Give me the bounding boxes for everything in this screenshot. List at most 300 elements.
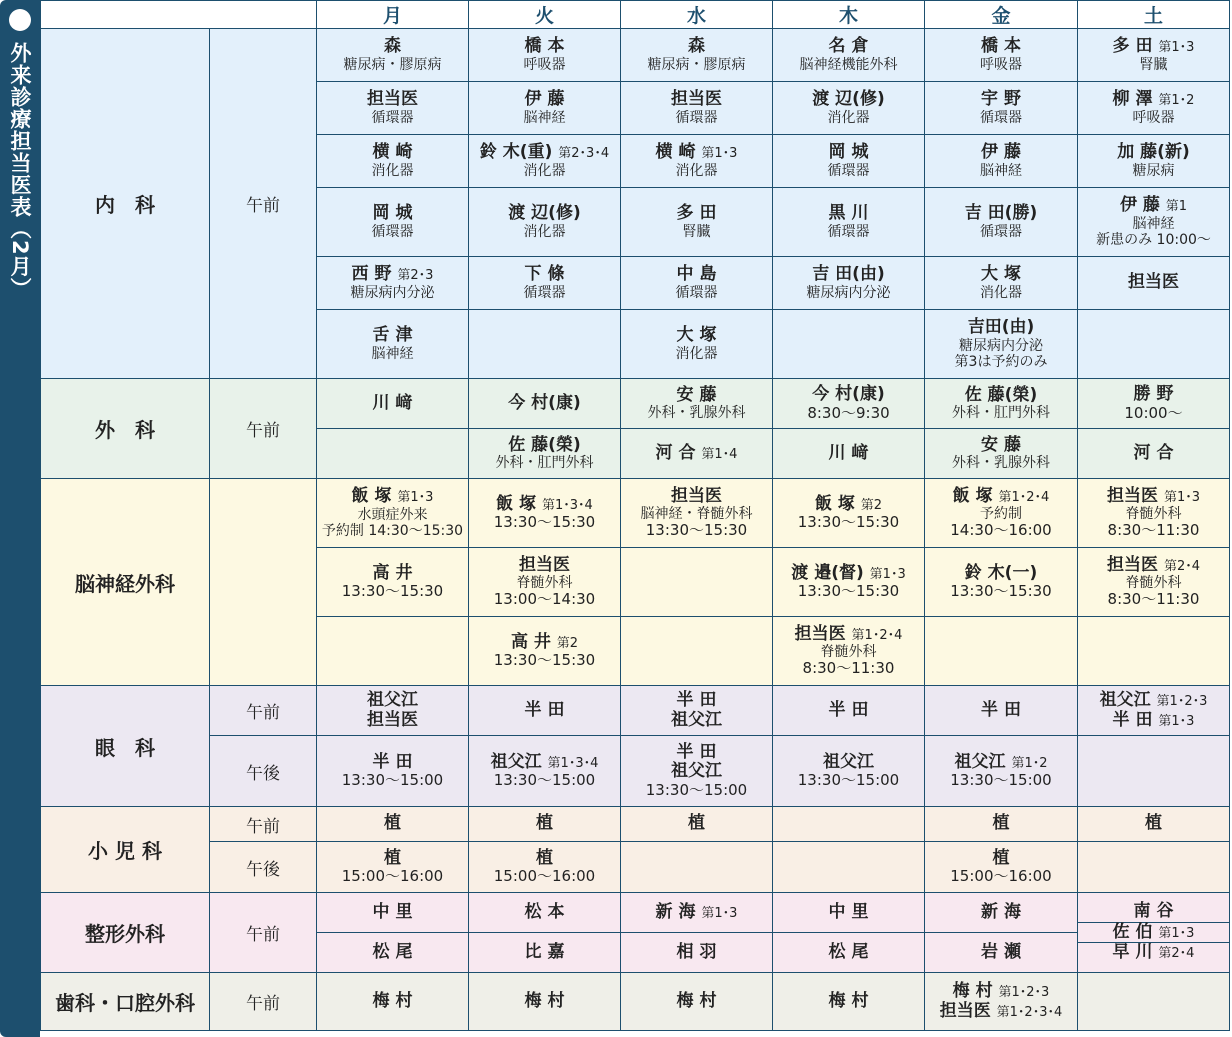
schedule-cell (317, 135, 469, 188)
doctor-cell-content (925, 37, 1077, 73)
doctor-name-line (469, 753, 620, 773)
specialty: 循環器 (371, 109, 414, 126)
day-header: 土 (1078, 1, 1230, 29)
doctor-name-line (317, 90, 468, 110)
specialty: 糖尿病・膠原病 (647, 56, 746, 73)
specialty: 消化器 (523, 223, 566, 240)
schedule-cell (621, 257, 773, 310)
specialty: 腎臓 (682, 223, 711, 240)
schedule-table (40, 0, 1230, 1031)
time-range: 13:30〜15:00 (341, 771, 444, 790)
doctor-cell-content (1078, 37, 1229, 73)
week-note: 第1･3 (701, 146, 738, 162)
week-note: 第1 (1165, 199, 1188, 215)
table-row (41, 842, 1230, 893)
specialty-note: 第3は予約のみ (954, 353, 1048, 370)
doctor-name: 植 (688, 813, 705, 834)
doctor-name-line (1134, 902, 1174, 922)
doctor-name: 佐 藤(榮) (508, 434, 581, 455)
specialty: 糖尿病 (1132, 162, 1175, 179)
schedule-cell (925, 82, 1078, 135)
doctor-cell-content (317, 394, 468, 414)
doctor-name: 半 田 (676, 741, 717, 762)
specialty: 予約制 (980, 506, 1022, 523)
doctor-cell-content (621, 90, 772, 126)
specialty: 循環器 (827, 223, 870, 240)
schedule-cell (925, 686, 1078, 736)
doctor-cell-content (469, 992, 620, 1012)
doctor-cell-content (925, 564, 1077, 601)
schedule-cell (317, 310, 469, 379)
doctor-name-line (925, 487, 1077, 507)
doctor-name: 飯 塚 (952, 485, 993, 506)
doctor-cell-content (925, 849, 1077, 886)
doctor-name: 岡 城 (828, 142, 869, 163)
doctor-name: 植 (384, 813, 401, 834)
empty-cell (1078, 736, 1230, 807)
schedule-cell (1078, 548, 1230, 617)
doctor-name: 新 海 (655, 901, 696, 922)
doctor-name: 祖父江 (954, 751, 1006, 772)
doctor-name: 飯 塚 (496, 493, 537, 514)
doctor-name: 鈴 木(重) (479, 142, 553, 163)
doctor-cell-content (317, 487, 468, 539)
table-row (41, 479, 1230, 548)
doctor-name-line (1078, 143, 1229, 163)
specialty: 消化器 (523, 162, 566, 179)
doctor-name-line (1078, 196, 1229, 216)
schedule-cell (317, 82, 469, 135)
doctor-cell-content (469, 436, 620, 472)
doctor-name-line (621, 444, 772, 464)
session-label: 午前 (246, 994, 280, 1014)
schedule-cell (317, 479, 469, 548)
doctor-cell-content (469, 394, 620, 414)
doctor-cell-content (317, 691, 468, 730)
doctor-cell-content (469, 204, 620, 240)
doctor-cell-content (469, 495, 620, 532)
doctor-cell-content (317, 992, 468, 1012)
doctor-cell-content (925, 204, 1077, 240)
schedule-cell (773, 893, 925, 933)
doctor-name-line (773, 90, 924, 110)
doctor-cell-content (621, 992, 772, 1012)
schedule-cell (1078, 429, 1230, 479)
week-note: 第1･2･4 (851, 627, 903, 643)
doctor-cell-content (773, 495, 924, 532)
doctor-name-line (773, 265, 924, 285)
schedule-cell (317, 933, 469, 973)
doctor-cell-content (317, 903, 468, 923)
doctor-name: 担当医 (1128, 272, 1179, 293)
schedule-cell (317, 807, 469, 842)
doctor-name-line (773, 37, 924, 57)
doctor-cell-content (1113, 943, 1195, 963)
week-note: 第1･2 (1011, 755, 1048, 771)
dept-name: 歯科・口腔外科 (55, 991, 195, 1015)
sidebar (0, 0, 40, 1037)
doctor-cell-content (469, 633, 620, 670)
specialty: 消化器 (980, 284, 1022, 301)
session-pm (210, 842, 317, 893)
specialty: 循環器 (980, 223, 1022, 240)
doctor-name: 新 海 (981, 901, 1021, 922)
doctor-name: 下 條 (524, 264, 565, 285)
doctor-name-line (1078, 37, 1229, 57)
doctor-cell-content (621, 814, 772, 834)
doctor-name-line (925, 265, 1077, 285)
doctor-name: 今 村(康) (812, 384, 885, 405)
doctor-cell-content (317, 37, 468, 73)
time-range: 15:00〜16:00 (341, 867, 444, 886)
schedule-cell (925, 548, 1078, 617)
week-note: 第1･3 (1163, 489, 1200, 505)
schedule-cell (317, 379, 469, 429)
specialty-note: 予約制 14:30〜15:30 (321, 522, 464, 539)
schedule-cell (469, 135, 621, 188)
schedule-cell (621, 893, 773, 933)
doctor-name: 渡 辺(修) (812, 89, 885, 110)
schedule-cell (773, 135, 925, 188)
dept-name: 小 児 科 (88, 839, 162, 863)
doctor-cell-content (925, 436, 1077, 472)
session-am (210, 893, 317, 973)
day-header: 木 (773, 1, 925, 29)
schedule-cell (317, 686, 469, 736)
schedule-cell (469, 548, 621, 617)
doctor-cell-content (773, 903, 924, 923)
doctor-name-line (469, 37, 620, 57)
schedule-cell (469, 379, 621, 429)
doctor-cell-content (1078, 444, 1229, 464)
week-note: 第2･4 (1158, 946, 1195, 962)
doctor-name: 鈴 木(一) (964, 562, 1038, 583)
doctor-name: 岩 瀬 (981, 941, 1021, 962)
doctor-cell-content (925, 386, 1077, 422)
specialty: 腎臓 (1139, 56, 1168, 73)
schedule-cell (925, 933, 1078, 973)
doctor-name-line (773, 564, 924, 584)
schedule-cell (1078, 82, 1230, 135)
schedule-cell (469, 29, 621, 82)
time-range: 15:00〜16:00 (493, 867, 596, 886)
doctor-name: 森 (688, 36, 705, 57)
doctor-cell-content (1078, 143, 1229, 179)
schedule-cell (773, 933, 925, 973)
specialty: 脳神経機能外科 (799, 56, 898, 73)
doctor-cell-content (317, 753, 468, 790)
time-range: 13:00〜14:30 (493, 590, 596, 609)
doctor-name: 渡 辺(修) (508, 203, 581, 224)
schedule-cell (925, 736, 1078, 807)
doctor-name: 梅 村 (676, 990, 717, 1011)
empty-cell (773, 842, 925, 893)
doctor-name-line (773, 992, 924, 1012)
doctor-name-line (317, 394, 468, 414)
doctor-name: 吉 田(由) (812, 264, 885, 285)
doctor-name-line (317, 37, 468, 57)
specialty: 外科・肛門外科 (952, 405, 1050, 422)
doctor-name-line (925, 849, 1077, 869)
time-range: 13:30〜15:00 (797, 771, 900, 790)
doctor-name-line (469, 943, 620, 963)
time-range: 13:30〜15:00 (950, 771, 1052, 790)
doctor-name: 祖父江 (1099, 689, 1151, 710)
doctor-name: 担当医 (367, 709, 418, 730)
week-note: 第1･2･4 (998, 489, 1050, 505)
schedule-cell (621, 29, 773, 82)
session-am (210, 807, 317, 842)
time-range: 13:30〜15:00 (493, 771, 596, 790)
doctor-name: 中 里 (372, 901, 413, 922)
doctor-name: 担当医 (1107, 485, 1159, 506)
doctor-name-line (925, 90, 1077, 110)
doctor-name: 伊 藤 (1119, 195, 1160, 216)
week-note: 第1･2･3 (1156, 693, 1208, 709)
day-header: 火 (469, 1, 621, 29)
doctor-name: 伊 藤 (524, 89, 565, 110)
doctor-name: 植 (1145, 813, 1162, 834)
schedule-cell (925, 310, 1078, 379)
time-range: 8:30〜9:30 (807, 403, 890, 422)
doctor-name-line (1078, 90, 1229, 110)
doctor-cell-content (469, 701, 620, 721)
schedule-cell (773, 29, 925, 82)
doctor-cell-content (317, 265, 468, 301)
doctor-name: 安 藤 (981, 434, 1021, 455)
doctor-name: 担当医 (671, 89, 722, 110)
doctor-cell-content (773, 265, 924, 301)
doctor-cell-content (925, 701, 1077, 721)
schedule-cell (621, 807, 773, 842)
empty-cell (773, 807, 925, 842)
schedule-cell (621, 933, 773, 973)
doctor-name-line (925, 318, 1077, 338)
schedule-cell (469, 82, 621, 135)
week-note: 第1･2 (1158, 93, 1195, 109)
time-range: 13:30〜15:00 (645, 780, 748, 799)
schedule-cell (469, 736, 621, 807)
doctor-name-line (1078, 814, 1229, 834)
doctor-name: 祖父江 (823, 751, 874, 772)
doctor-name-line (1078, 711, 1229, 731)
doctor-cell-content (1134, 902, 1174, 922)
doctor-name-line (621, 711, 772, 731)
doctor-cell-content (773, 992, 924, 1012)
doctor-name: 宇 野 (981, 89, 1021, 110)
schedule-cell (925, 479, 1078, 548)
schedule-cell (469, 807, 621, 842)
doctor-name-line (1113, 923, 1195, 943)
doctor-name: 川 﨑 (828, 442, 869, 463)
dept-shika (41, 973, 210, 1031)
doctor-name-line (469, 633, 620, 653)
doctor-cell-content (469, 265, 620, 301)
doctor-name: 相 羽 (676, 941, 717, 962)
doctor-name-line (773, 444, 924, 464)
schedule-cell (1078, 188, 1230, 257)
doctor-name-line (621, 326, 772, 346)
schedule-cell (1078, 807, 1230, 842)
specialty: 脊髄外科 (1125, 575, 1182, 592)
week-note: 第1･3 (869, 566, 906, 582)
doctor-name-line (1078, 273, 1229, 293)
schedule-cell (469, 933, 621, 973)
doctor-name: 今 村(康) (508, 392, 581, 413)
doctor-name-line (1078, 487, 1229, 507)
schedule-cell (773, 617, 925, 686)
doctor-cell-content (1078, 691, 1229, 730)
doctor-cell-content (621, 691, 772, 730)
doctor-name-line (469, 814, 620, 834)
empty-cell (317, 617, 469, 686)
doctor-name-line (925, 814, 1077, 834)
schedule-cell (621, 479, 773, 548)
doctor-name: 梅 村 (372, 990, 413, 1011)
specialty: 外科・乳腺外科 (647, 405, 746, 422)
doctor-name: 加 藤(新) (1117, 142, 1190, 163)
doctor-name: 祖父江 (367, 689, 418, 710)
doctor-name-line (469, 265, 620, 285)
schedule-cell (469, 686, 621, 736)
time-range: 13:30〜15:30 (341, 582, 444, 601)
header-blank (41, 1, 317, 29)
doctor-name: 安 藤 (676, 384, 717, 405)
doctor-name-line (925, 1002, 1077, 1022)
doctor-name-line (317, 487, 468, 507)
doctor-name-line (925, 701, 1077, 721)
doctor-cell-content (469, 753, 620, 790)
specialty: 水頭症外来 (357, 506, 428, 523)
doctor-cell-content (469, 37, 620, 73)
doctor-name-line (317, 711, 468, 731)
week-note: 第2･3･4 (558, 146, 610, 162)
empty-cell (1078, 973, 1230, 1031)
specialty: 循環器 (675, 284, 718, 301)
schedule-cell (1078, 29, 1230, 82)
doctor-cell-content (469, 849, 620, 886)
doctor-name: 橋 本 (981, 36, 1021, 57)
empty-cell (317, 429, 469, 479)
doctor-name: 南 谷 (1133, 901, 1174, 922)
schedule-cell (925, 379, 1078, 429)
doctor-name-line (469, 701, 620, 721)
doctor-name-line (1078, 691, 1229, 711)
schedule-cell (925, 429, 1078, 479)
doctor-name: 担当医 (671, 485, 722, 506)
doctor-cell-content (773, 701, 924, 721)
doctor-name-line (773, 903, 924, 923)
week-note: 第1･3 (1158, 713, 1195, 729)
specialty: 脳神経 (523, 109, 566, 126)
doctor-name: 吉 田(勝) (964, 203, 1038, 224)
dept-geka (41, 379, 210, 479)
doctor-name: 担当医 (939, 1000, 991, 1021)
doctor-name: 松 尾 (828, 941, 869, 962)
doctor-name-line (773, 495, 924, 515)
doctor-name: 飯 塚 (351, 486, 392, 507)
session-label: 午前 (246, 703, 280, 723)
time-range: 13:30〜15:30 (797, 582, 900, 601)
schedule-cell (925, 807, 1078, 842)
specialty: 脊髄外科 (1125, 506, 1182, 523)
doctor-name-line (925, 143, 1077, 163)
specialty: 外科・肛門外科 (495, 455, 594, 472)
doctor-name: 佐 藤(榮) (964, 384, 1038, 405)
doctor-name: 植 (536, 813, 553, 834)
saturday-seikei-stack (1078, 902, 1229, 963)
empty-cell (621, 842, 773, 893)
doctor-name-line (773, 143, 924, 163)
schedule-cell (621, 135, 773, 188)
schedule-cell (773, 188, 925, 257)
doctor-cell-content (773, 943, 924, 963)
schedule-cell (469, 257, 621, 310)
doctor-cell-content (925, 318, 1077, 370)
doctor-name-line (317, 143, 468, 163)
specialty: 消化器 (371, 162, 414, 179)
table-row (41, 807, 1230, 842)
schedule-cell (773, 973, 925, 1031)
doctor-name: 橋 本 (524, 36, 565, 57)
empty-cell (469, 310, 621, 379)
schedule-cell (621, 379, 773, 429)
time-range: 13:30〜15:30 (493, 513, 596, 532)
schedule-cell (621, 973, 773, 1031)
time-range: 8:30〜11:30 (1107, 590, 1200, 609)
doctor-name-line (925, 386, 1077, 406)
empty-cell (621, 548, 773, 617)
schedule-cell (317, 736, 469, 807)
doctor-name-line (773, 753, 924, 773)
doctor-name: 川 﨑 (372, 392, 413, 413)
doctor-name-line (621, 487, 772, 507)
doctor-cell-content (317, 90, 468, 126)
session-label: 午前 (246, 816, 280, 837)
time-range: 13:30〜15:30 (645, 521, 748, 540)
schedule-cell (317, 973, 469, 1031)
doctor-name: 舌 津 (372, 325, 413, 346)
specialty: 外科・乳腺外科 (952, 455, 1050, 472)
schedule-cell (925, 973, 1078, 1031)
doctor-name: 飯 塚 (814, 493, 855, 514)
doctor-name-line (773, 943, 924, 963)
doctor-name: 伊 藤 (981, 142, 1021, 163)
dept-seikei (41, 893, 210, 973)
doctor-cell-content (469, 903, 620, 923)
doctor-name-line (925, 436, 1077, 456)
specialty: 脳神経 (1132, 215, 1175, 232)
week-note: 第1･3 (1158, 40, 1195, 56)
empty-cell (621, 617, 773, 686)
doctor-name: 大 塚 (676, 325, 717, 346)
doctor-cell-content (621, 326, 772, 362)
doctor-name-line (621, 691, 772, 711)
table-row (41, 1, 1230, 29)
doctor-name: 梅 村 (828, 990, 869, 1011)
doctor-cell-content (621, 903, 772, 923)
schedule-cell (773, 429, 925, 479)
schedule-cell (773, 82, 925, 135)
doctor-name: 半 田 (676, 689, 717, 710)
time-range: 8:30〜11:30 (1107, 521, 1200, 540)
doctor-name: 中 里 (828, 901, 869, 922)
doctor-name: 担当医 (367, 89, 418, 110)
doctor-name-line (317, 204, 468, 224)
dept-naika (41, 29, 210, 379)
doctor-cell-content (773, 753, 924, 790)
table-row (41, 686, 1230, 736)
